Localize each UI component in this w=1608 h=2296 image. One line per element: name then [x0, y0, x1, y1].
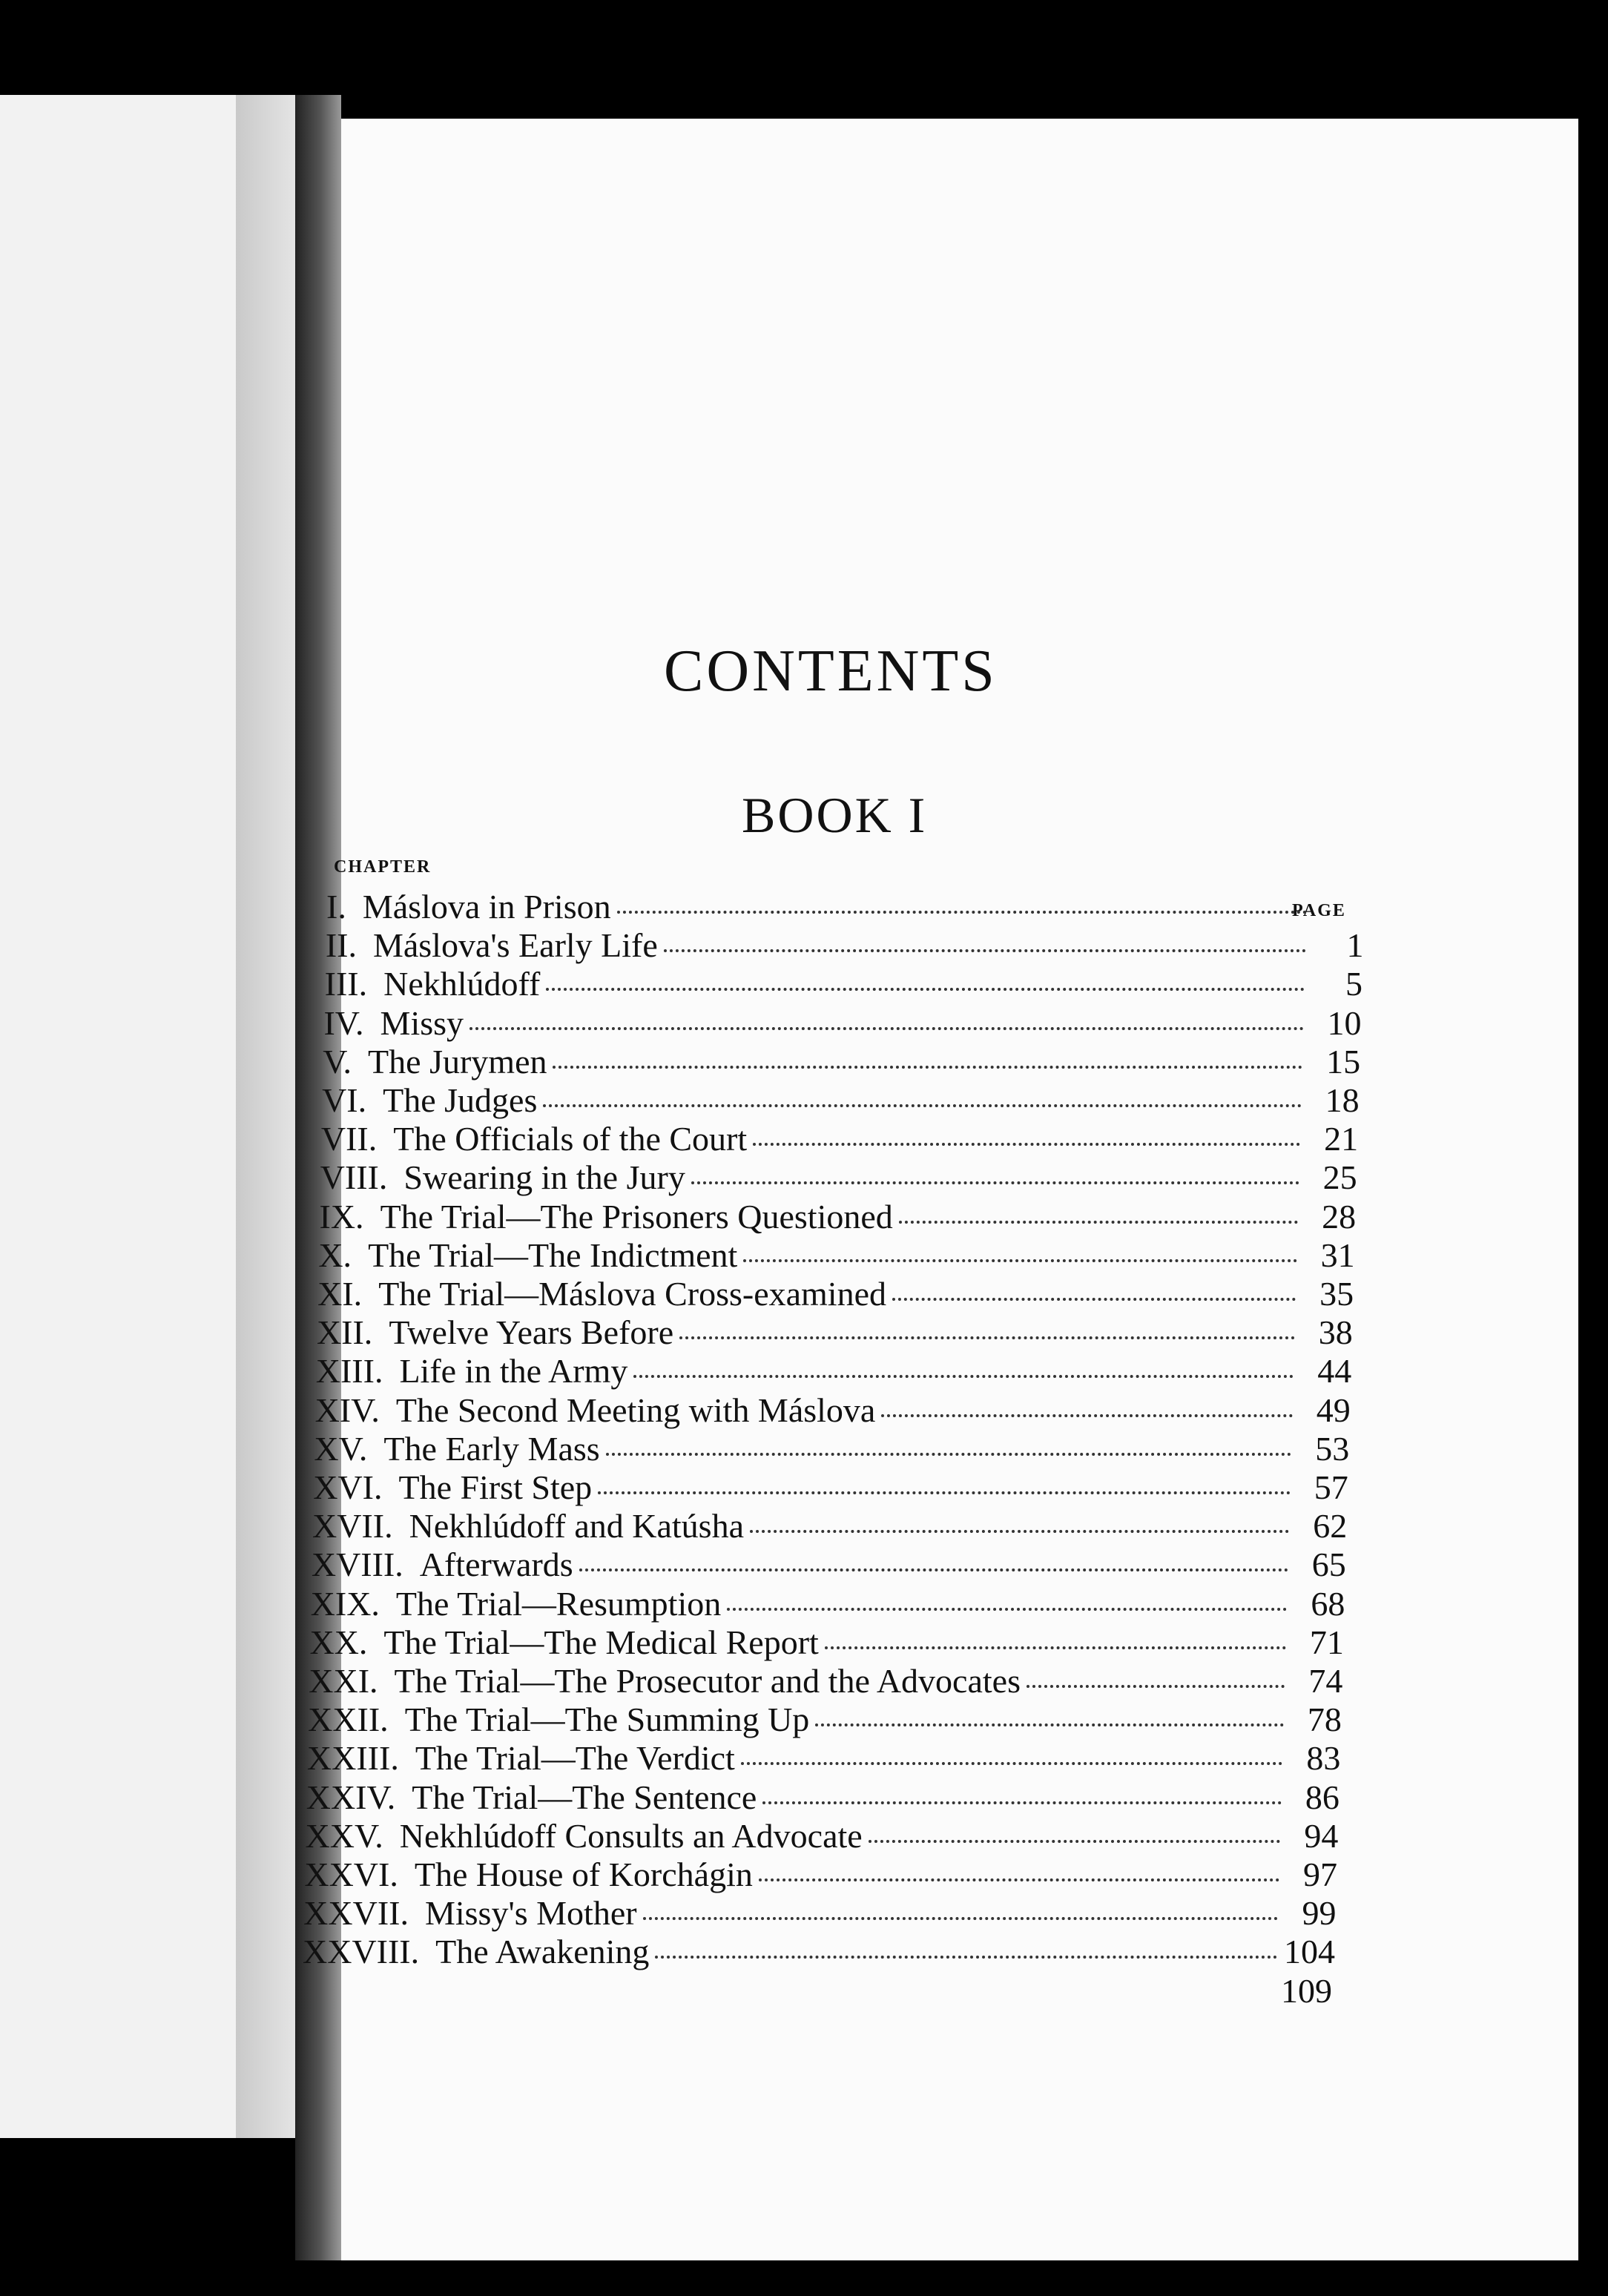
page-number: 57 — [1314, 1468, 1348, 1506]
dot-leader — [762, 1801, 1282, 1804]
chapter-number: VI. — [322, 1081, 367, 1119]
toc-row — [326, 926, 1364, 964]
page-number: 31 — [1320, 1236, 1355, 1274]
dot-leader — [643, 1917, 1279, 1920]
page-number: 18 — [1325, 1081, 1360, 1119]
chapter-title: The House of Korchágin — [414, 1855, 753, 1893]
chapter-title: Missy — [380, 1003, 464, 1042]
dot-leader — [759, 1878, 1279, 1881]
chapter-title: The Trial—Máslova Cross-examined — [378, 1275, 886, 1313]
chapter-number: XXI. — [309, 1662, 378, 1700]
dot-leader — [815, 1723, 1284, 1726]
chapter-number: X. — [318, 1236, 352, 1274]
page-number: 25 — [1322, 1158, 1357, 1197]
dot-leader — [543, 1104, 1301, 1107]
toc-row — [309, 1661, 1342, 1700]
dot-leader — [727, 1608, 1287, 1611]
chapter-title: The Trial—The Prosecutor and the Advocates — [394, 1662, 1021, 1700]
chapter-title: The Trial—The Verdict — [415, 1739, 735, 1778]
trailing-page-number: 109 — [1281, 1971, 1332, 2010]
dot-leader — [750, 1530, 1289, 1533]
page-number: 38 — [1318, 1313, 1353, 1352]
chapter-number: XII. — [316, 1313, 373, 1352]
chapter-column-label: CHAPTER — [334, 857, 432, 877]
toc-row — [317, 1313, 1353, 1351]
chapter-number: XXII. — [308, 1700, 389, 1739]
page-number: 104 — [1284, 1933, 1335, 1971]
chapter-title: The Trial—The Indictment — [368, 1236, 738, 1274]
chapter-number: V. — [323, 1042, 352, 1081]
chapter-number: I. — [326, 888, 346, 926]
chapter-title: The Awakening — [435, 1933, 650, 1971]
dot-leader — [869, 1840, 1281, 1843]
page-number: 97 — [1302, 1855, 1337, 1893]
page-number: 94 — [1304, 1816, 1339, 1855]
dot-leader — [741, 1762, 1283, 1765]
chapter-title: The Judges — [383, 1081, 538, 1119]
dot-leader — [655, 1956, 1277, 1959]
dot-leader — [633, 1375, 1294, 1378]
page-number: 15 — [1326, 1042, 1361, 1081]
chapter-title: Nekhlúdoff — [383, 965, 541, 1003]
chapter-title: The Trial—The Medical Report — [383, 1623, 819, 1661]
toc-row — [313, 1468, 1348, 1506]
page-column-label: PAGE — [1292, 901, 1346, 920]
dot-leader — [598, 1491, 1291, 1494]
chapter-number: VII. — [320, 1120, 378, 1158]
chapter-title: The Jurymen — [368, 1042, 547, 1081]
dot-leader — [825, 1646, 1286, 1649]
page-number: 99 — [1302, 1894, 1337, 1933]
chapter-number: XIII. — [315, 1352, 383, 1391]
toc-row — [307, 1738, 1340, 1777]
toc-row — [312, 1545, 1346, 1583]
dot-leader — [546, 988, 1305, 991]
page-number: 68 — [1311, 1584, 1345, 1623]
page-number: 49 — [1316, 1391, 1351, 1429]
chapter-number: XXVIII. — [303, 1933, 420, 1971]
toc-row — [315, 1391, 1351, 1429]
page-number: 53 — [1315, 1429, 1350, 1468]
toc-row — [303, 1932, 1335, 1970]
page-number: 65 — [1311, 1545, 1346, 1584]
page-number: 78 — [1307, 1700, 1342, 1739]
chapter-title: The First Step — [398, 1468, 593, 1506]
chapter-title: The Early Mass — [383, 1429, 600, 1468]
dot-leader — [881, 1414, 1292, 1417]
chapter-title: The Trial—The Prisoners Questioned — [380, 1197, 893, 1236]
page-number: 83 — [1306, 1739, 1341, 1778]
chapter-number: XXVII. — [303, 1894, 409, 1933]
dot-leader — [606, 1453, 1292, 1456]
chapter-title: The Trial—The Sentence — [412, 1778, 757, 1816]
chapter-number: XX. — [309, 1623, 368, 1661]
chapter-title: Máslova in Prison — [362, 888, 611, 926]
chapter-number: XVII. — [312, 1507, 393, 1545]
dot-leader — [743, 1259, 1296, 1262]
dot-leader — [1027, 1685, 1285, 1688]
toc-row — [325, 964, 1362, 1003]
chapter-number: XXVI. — [304, 1855, 398, 1893]
chapter-title: Nekhlúdoff Consults an Advocate — [399, 1816, 863, 1855]
chapter-number: XVIII. — [311, 1545, 403, 1584]
chapter-number: XXIV. — [306, 1778, 396, 1816]
dot-leader — [664, 949, 1306, 952]
page-number: 5 — [1345, 965, 1363, 1003]
dot-leader — [679, 1336, 1295, 1339]
chapter-title: Afterwards — [419, 1545, 573, 1584]
page-number: 21 — [1324, 1120, 1359, 1158]
dot-leader — [691, 1181, 1299, 1184]
page-number: 1 — [1346, 926, 1364, 965]
toc-row — [326, 887, 1365, 926]
chapter-number: XV. — [314, 1429, 368, 1468]
chapter-title: The Trial—Resumption — [395, 1584, 722, 1623]
dot-leader — [892, 1298, 1296, 1301]
chapter-title: Swearing in the Jury — [403, 1158, 685, 1197]
chapter-number: IX. — [319, 1197, 364, 1236]
toc-row — [306, 1816, 1339, 1855]
dot-leader — [579, 1568, 1288, 1571]
page-number: 28 — [1322, 1197, 1357, 1236]
toc-row — [321, 1119, 1358, 1158]
toc-row — [320, 1158, 1357, 1196]
toc-row — [320, 1197, 1357, 1236]
chapter-number: XXV. — [305, 1816, 383, 1855]
chapter-number: XXIII. — [306, 1739, 399, 1778]
dot-leader — [899, 1221, 1298, 1224]
chapter-number: IV. — [323, 1003, 364, 1042]
page-number: 62 — [1313, 1507, 1348, 1545]
page-number: 10 — [1327, 1003, 1362, 1042]
chapter-title: Nekhlúdoff and Katúsha — [409, 1507, 744, 1545]
dot-leader — [469, 1027, 1304, 1030]
page-number: 71 — [1309, 1623, 1344, 1661]
chapter-number: XIV. — [314, 1391, 380, 1429]
toc-row — [322, 1081, 1360, 1119]
page-number: 35 — [1319, 1275, 1354, 1313]
chapter-number: VIII. — [320, 1158, 388, 1197]
chapter-number: III. — [324, 965, 368, 1003]
chapter-number: II. — [325, 926, 357, 965]
book-heading: BOOK I — [742, 787, 928, 843]
page-number: 44 — [1317, 1352, 1352, 1391]
toc-row — [314, 1429, 1349, 1468]
toc-row — [316, 1351, 1351, 1390]
toc-row — [323, 1042, 1360, 1081]
chapter-number: XIX. — [310, 1584, 380, 1623]
chapter-title: Missy's Mother — [424, 1894, 637, 1933]
chapter-title: The Trial—The Summing Up — [404, 1700, 810, 1739]
toc-row — [318, 1236, 1354, 1274]
chapter-title: Life in the Army — [399, 1352, 628, 1391]
dot-leader — [553, 1066, 1302, 1069]
toc-row — [311, 1584, 1345, 1623]
toc-row — [303, 1893, 1336, 1932]
toc-row — [323, 1003, 1361, 1042]
chapter-title: The Second Meeting with Máslova — [395, 1391, 876, 1429]
chapter-title: The Officials of the Court — [393, 1120, 748, 1158]
toc-row — [317, 1274, 1354, 1313]
toc-row — [304, 1855, 1337, 1893]
toc-row — [306, 1778, 1340, 1816]
dot-leader — [617, 911, 1307, 914]
chapter-number: XVI. — [313, 1468, 383, 1506]
dot-leader — [753, 1143, 1300, 1146]
chapter-title: Twelve Years Before — [389, 1313, 674, 1352]
toc-row — [308, 1700, 1342, 1738]
page-number: 74 — [1308, 1662, 1343, 1700]
page-number: 86 — [1305, 1778, 1340, 1816]
chapter-title: Máslova's Early Life — [372, 926, 658, 965]
page-title: CONTENTS — [664, 639, 998, 704]
chapter-number: XI. — [317, 1275, 363, 1313]
toc-row — [309, 1623, 1343, 1661]
toc-row — [312, 1506, 1347, 1545]
